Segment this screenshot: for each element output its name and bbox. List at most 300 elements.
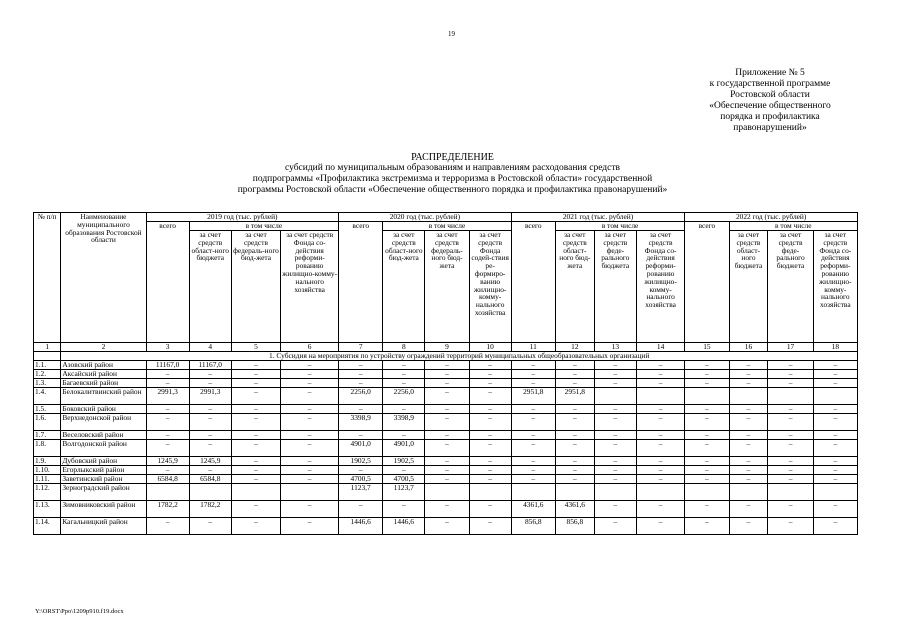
table-row (34, 431, 858, 440)
section-title: 1. Субсидия на мероприятия по устройству ограждений территорий муниципальных общеобразовательных организаций (61, 352, 858, 361)
value-cell: 1446,6 (383, 518, 425, 535)
value-cell: 4700,5 (339, 475, 383, 484)
section-row (34, 352, 858, 361)
value-cell: – (555, 475, 594, 484)
header-federal-budget: за счет средств федераль-ного бюд-жета (231, 231, 280, 343)
value-cell: – (383, 405, 425, 414)
value-cell: – (511, 379, 555, 388)
value-cell: – (231, 405, 280, 414)
value-cell: 4901,0 (383, 440, 425, 457)
value-cell: – (813, 475, 857, 484)
header-num: № п/п (34, 213, 61, 343)
header-federal-budget: за счет средств феде-рального бюджета (594, 231, 636, 343)
header-housing-fund: за счет средств Фонда со-действия реформи-рованию жилищно-комму-нального хозяйства (281, 231, 339, 343)
value-cell: 1902,5 (383, 457, 425, 466)
value-cell: – (425, 361, 469, 370)
table-row (34, 475, 858, 484)
value-cell: – (469, 457, 511, 466)
value-cell (636, 484, 684, 501)
value-cell (594, 484, 636, 501)
value-cell: – (383, 361, 425, 370)
value-cell: 1123,7 (383, 484, 425, 501)
column-number-row (34, 343, 858, 352)
value-cell: – (685, 361, 729, 370)
value-cell: – (685, 466, 729, 475)
municipality-name: Азовский район (61, 361, 146, 370)
municipality-name: Дубовский район (61, 457, 146, 466)
value-cell: 4901,0 (339, 440, 383, 457)
value-cell: – (189, 414, 231, 431)
value-cell (425, 484, 469, 501)
header-including: в том числе (189, 222, 338, 231)
value-cell: 1245,9 (189, 457, 231, 466)
value-cell: – (768, 440, 813, 457)
value-cell: – (594, 501, 636, 518)
value-cell: – (594, 475, 636, 484)
column-number: 15 (685, 343, 729, 352)
appendix-line: «Обеспечение общественного (709, 101, 831, 111)
value-cell: – (469, 501, 511, 518)
value-cell: – (281, 431, 339, 440)
column-number: 11 (511, 343, 555, 352)
column-number: 6 (281, 343, 339, 352)
value-cell: – (729, 440, 768, 457)
value-cell: 1123,7 (339, 484, 383, 501)
value-cell: – (425, 405, 469, 414)
table-row (34, 466, 858, 475)
table-row (34, 388, 858, 405)
value-cell (146, 484, 189, 501)
appendix-line: правонарушений» (733, 123, 807, 133)
value-cell: – (189, 466, 231, 475)
column-number: 14 (636, 343, 684, 352)
value-cell: – (555, 466, 594, 475)
header-housing-fund: за счет средств Фонда со-действия реформи-рованию жилищно-комму-нального хозяйства (813, 231, 857, 343)
value-cell: – (146, 379, 189, 388)
value-cell: – (339, 405, 383, 414)
value-cell: – (425, 379, 469, 388)
value-cell: – (813, 457, 857, 466)
row-number: 1.2. (34, 370, 61, 379)
value-cell: – (189, 405, 231, 414)
value-cell (511, 484, 555, 501)
row-number: 1.5. (34, 405, 61, 414)
value-cell: – (189, 440, 231, 457)
column-number: 1 (34, 343, 61, 352)
value-cell (813, 484, 857, 501)
value-cell: – (469, 518, 511, 535)
municipality-name: Багаевский район (61, 379, 146, 388)
value-cell: – (383, 501, 425, 518)
municipality-name: Зерноградский район (61, 484, 146, 501)
value-cell: – (425, 518, 469, 535)
value-cell: – (281, 370, 339, 379)
value-cell: – (594, 405, 636, 414)
value-cell: – (813, 440, 857, 457)
value-cell: 3398,9 (339, 414, 383, 431)
value-cell: – (636, 518, 684, 535)
value-cell: – (469, 440, 511, 457)
value-cell: – (425, 414, 469, 431)
table-row (34, 484, 858, 501)
row-number: 1.11. (34, 475, 61, 484)
value-cell: 2256,0 (339, 388, 383, 405)
value-cell: – (231, 457, 280, 466)
value-cell: – (469, 405, 511, 414)
value-cell: – (636, 501, 684, 518)
value-cell: 4361,6 (555, 501, 594, 518)
row-number: 1.8. (34, 440, 61, 457)
value-cell: – (685, 518, 729, 535)
value-cell: – (729, 361, 768, 370)
table-row (34, 501, 858, 518)
value-cell: – (594, 457, 636, 466)
value-cell: – (146, 431, 189, 440)
row-number: 1.10. (34, 466, 61, 475)
value-cell: – (685, 475, 729, 484)
column-number: 18 (813, 343, 857, 352)
value-cell: – (281, 379, 339, 388)
municipality-name: Белокалитвинский район (61, 388, 146, 405)
value-cell: – (231, 501, 280, 518)
value-cell: 1902,5 (339, 457, 383, 466)
value-cell: – (594, 370, 636, 379)
value-cell: 1446,6 (339, 518, 383, 535)
value-cell (729, 484, 768, 501)
value-cell: – (231, 361, 280, 370)
value-cell: – (425, 370, 469, 379)
value-cell: – (813, 518, 857, 535)
table-header (34, 213, 858, 361)
column-number: 2 (61, 343, 146, 352)
value-cell: – (469, 431, 511, 440)
municipality-name: Егорлыкский район (61, 466, 146, 475)
value-cell: – (729, 414, 768, 431)
value-cell: – (685, 414, 729, 431)
value-cell (594, 388, 636, 405)
value-cell: – (594, 379, 636, 388)
value-cell: – (146, 405, 189, 414)
value-cell: – (339, 361, 383, 370)
value-cell: – (594, 431, 636, 440)
value-cell: – (339, 466, 383, 475)
value-cell: – (594, 440, 636, 457)
value-cell: 2951,8 (511, 388, 555, 405)
value-cell: – (636, 466, 684, 475)
value-cell: – (685, 370, 729, 379)
value-cell: – (231, 431, 280, 440)
value-cell: – (339, 379, 383, 388)
row-number: 1.4. (34, 388, 61, 405)
value-cell: – (231, 466, 280, 475)
header-federal-budget: за счет средств феде-рального бюджета (768, 231, 813, 343)
header-year-2022: 2022 год (тыс. рублей) (685, 213, 858, 222)
value-cell: – (636, 379, 684, 388)
value-cell: – (768, 457, 813, 466)
value-cell: – (383, 370, 425, 379)
value-cell: – (425, 440, 469, 457)
value-cell: 4700,5 (383, 475, 425, 484)
value-cell: – (469, 466, 511, 475)
value-cell: – (231, 388, 280, 405)
value-cell: – (636, 414, 684, 431)
table-row (34, 405, 858, 414)
value-cell: – (729, 466, 768, 475)
value-cell: – (813, 414, 857, 431)
title-heading: РАСПРЕДЕЛЕНИЕ (411, 152, 494, 163)
value-cell: – (339, 501, 383, 518)
value-cell: – (146, 518, 189, 535)
value-cell: – (231, 370, 280, 379)
header-regional-budget: за счет средств област-ного бюд-жета (383, 231, 425, 343)
value-cell: – (281, 440, 339, 457)
value-cell: 6584,8 (146, 475, 189, 484)
value-cell: – (555, 431, 594, 440)
value-cell: – (511, 405, 555, 414)
header-municipality: Наименование муниципального образования Ростовской области (61, 213, 146, 343)
value-cell: – (425, 457, 469, 466)
value-cell: – (594, 518, 636, 535)
column-number: 13 (594, 343, 636, 352)
value-cell: 1782,2 (146, 501, 189, 518)
value-cell: – (281, 388, 339, 405)
value-cell: – (768, 361, 813, 370)
municipality-name: Веселовский район (61, 431, 146, 440)
header-total: всего (685, 222, 729, 343)
row-number: 1.7. (34, 431, 61, 440)
value-cell: – (636, 405, 684, 414)
value-cell: 2991,3 (189, 388, 231, 405)
value-cell: 4361,6 (511, 501, 555, 518)
column-number: 12 (555, 343, 594, 352)
value-cell: – (189, 431, 231, 440)
header-year-2019: 2019 год (тыс. рублей) (146, 213, 339, 222)
municipality-name: Боковский район (61, 405, 146, 414)
value-cell: – (685, 440, 729, 457)
document-title (180, 152, 725, 196)
value-cell: – (425, 475, 469, 484)
value-cell: – (636, 475, 684, 484)
file-path-footer: Y:\ORST\Ppo\1209p910.f19.docx (35, 608, 124, 615)
value-cell: – (511, 414, 555, 431)
table-row (34, 370, 858, 379)
header-total: всего (511, 222, 555, 343)
value-cell: – (281, 518, 339, 535)
column-number: 17 (768, 343, 813, 352)
table-row (34, 518, 858, 535)
value-cell: – (768, 379, 813, 388)
value-cell: – (813, 379, 857, 388)
value-cell: – (469, 388, 511, 405)
value-cell: – (555, 440, 594, 457)
value-cell: – (813, 466, 857, 475)
value-cell: – (768, 431, 813, 440)
value-cell: – (281, 475, 339, 484)
value-cell (685, 484, 729, 501)
header-including: в том числе (555, 222, 684, 231)
value-cell: – (636, 440, 684, 457)
value-cell: 11167,0 (189, 361, 231, 370)
value-cell: – (555, 379, 594, 388)
municipality-name: Заветинский район (61, 475, 146, 484)
header-housing-fund: за счет средств Фонда со-действия реформи-рованию жилищно-комму-нального хозяйства (636, 231, 684, 343)
value-cell: – (383, 431, 425, 440)
value-cell: – (281, 361, 339, 370)
column-number: 8 (383, 343, 425, 352)
value-cell: – (813, 431, 857, 440)
column-number: 16 (729, 343, 768, 352)
value-cell: – (281, 466, 339, 475)
value-cell: – (511, 475, 555, 484)
municipality-name: Волгодонской район (61, 440, 146, 457)
value-cell: – (813, 501, 857, 518)
row-number: 1.12. (34, 484, 61, 501)
value-cell: – (189, 379, 231, 388)
value-cell: – (383, 466, 425, 475)
value-cell: – (813, 405, 857, 414)
value-cell: – (469, 370, 511, 379)
value-cell: – (636, 370, 684, 379)
value-cell: – (768, 475, 813, 484)
column-number: 3 (146, 343, 189, 352)
value-cell: – (189, 518, 231, 535)
value-cell: – (685, 457, 729, 466)
table-body (34, 361, 858, 535)
appendix-line: Приложение № 5 (735, 68, 805, 78)
value-cell: – (813, 370, 857, 379)
value-cell: – (469, 475, 511, 484)
value-cell: – (594, 414, 636, 431)
row-number: 1.13. (34, 501, 61, 518)
title-line: субсидий по муниципальным образованиям и направлениям расходования средств (284, 163, 620, 173)
value-cell: – (231, 414, 280, 431)
municipality-name: Верхнедонской район (61, 414, 146, 431)
value-cell: – (594, 466, 636, 475)
value-cell: – (511, 466, 555, 475)
appendix-line: к государственной программе (709, 79, 831, 89)
value-cell: – (469, 414, 511, 431)
value-cell: – (146, 440, 189, 457)
value-cell (685, 388, 729, 405)
column-number: 4 (189, 343, 231, 352)
row-number: 1.3. (34, 379, 61, 388)
row-number: 1.1. (34, 361, 61, 370)
value-cell: – (339, 431, 383, 440)
value-cell: 2991,3 (146, 388, 189, 405)
column-number: 9 (425, 343, 469, 352)
header-housing-fund: за счет средств Фонда содей-ствия ре-формиро-ванию жилищно-комму-нального хозяйства (469, 231, 511, 343)
header-total: всего (146, 222, 189, 343)
value-cell: – (146, 414, 189, 431)
value-cell: – (813, 361, 857, 370)
value-cell: – (729, 475, 768, 484)
value-cell: – (768, 501, 813, 518)
value-cell: – (768, 518, 813, 535)
page-number: 19 (448, 30, 455, 38)
value-cell: – (768, 466, 813, 475)
value-cell: 11167,0 (146, 361, 189, 370)
value-cell: – (231, 379, 280, 388)
value-cell: – (189, 370, 231, 379)
value-cell: – (146, 370, 189, 379)
value-cell: – (425, 501, 469, 518)
appendix-line: Ростовской области (730, 90, 810, 100)
value-cell (768, 484, 813, 501)
value-cell (469, 484, 511, 501)
row-number: 1.9. (34, 457, 61, 466)
value-cell: – (231, 475, 280, 484)
value-cell: 2951,8 (555, 388, 594, 405)
municipality-name: Кагальницкий район (61, 518, 146, 535)
row-number: 1.6. (34, 414, 61, 431)
header-total: всего (339, 222, 383, 343)
table-row (34, 379, 858, 388)
value-cell: – (594, 361, 636, 370)
value-cell: – (146, 466, 189, 475)
value-cell: – (469, 379, 511, 388)
header-including: в том числе (383, 222, 511, 231)
value-cell: – (685, 405, 729, 414)
value-cell: – (281, 414, 339, 431)
value-cell: – (685, 501, 729, 518)
value-cell: – (281, 405, 339, 414)
value-cell: – (555, 457, 594, 466)
header-federal-budget: за счет средств федераль-ного бюд-жета (425, 231, 469, 343)
value-cell: – (685, 379, 729, 388)
value-cell (555, 484, 594, 501)
value-cell (636, 388, 684, 405)
value-cell: – (768, 405, 813, 414)
appendix-note (690, 68, 850, 134)
value-cell: – (555, 405, 594, 414)
value-cell: – (425, 431, 469, 440)
value-cell: – (555, 414, 594, 431)
value-cell: – (511, 457, 555, 466)
value-cell: – (425, 388, 469, 405)
value-cell: – (231, 518, 280, 535)
value-cell: – (729, 518, 768, 535)
municipality-name: Аксайский район (61, 370, 146, 379)
header-year-2020: 2020 год (тыс. рублей) (339, 213, 512, 222)
value-cell: – (425, 466, 469, 475)
appendix-line: порядка и профилактика (720, 112, 820, 122)
row-number: 1.14. (34, 518, 61, 535)
value-cell: – (339, 370, 383, 379)
header-year-2021: 2021 год (тыс. рублей) (511, 213, 685, 222)
value-cell: – (511, 361, 555, 370)
value-cell: – (729, 501, 768, 518)
value-cell: 1245,9 (146, 457, 189, 466)
column-number: 5 (231, 343, 280, 352)
title-line: подпрограммы «Профилактика экстремизма и терроризма в Ростовской области» государственной (252, 174, 653, 184)
table-row (34, 414, 858, 431)
value-cell: – (231, 440, 280, 457)
table-row (34, 440, 858, 457)
value-cell: – (729, 431, 768, 440)
value-cell: 6584,8 (189, 475, 231, 484)
header-regional-budget: за счет средств област-ного бюджета (729, 231, 768, 343)
value-cell: – (768, 414, 813, 431)
value-cell: – (383, 379, 425, 388)
value-cell: – (636, 457, 684, 466)
column-number: 7 (339, 343, 383, 352)
title-line: программы Ростовской области «Обеспечение общественного порядка и профилактика правонарушений» (237, 185, 668, 195)
value-cell: – (768, 370, 813, 379)
value-cell: – (469, 361, 511, 370)
value-cell: – (511, 440, 555, 457)
value-cell: 856,8 (511, 518, 555, 535)
value-cell: – (729, 370, 768, 379)
